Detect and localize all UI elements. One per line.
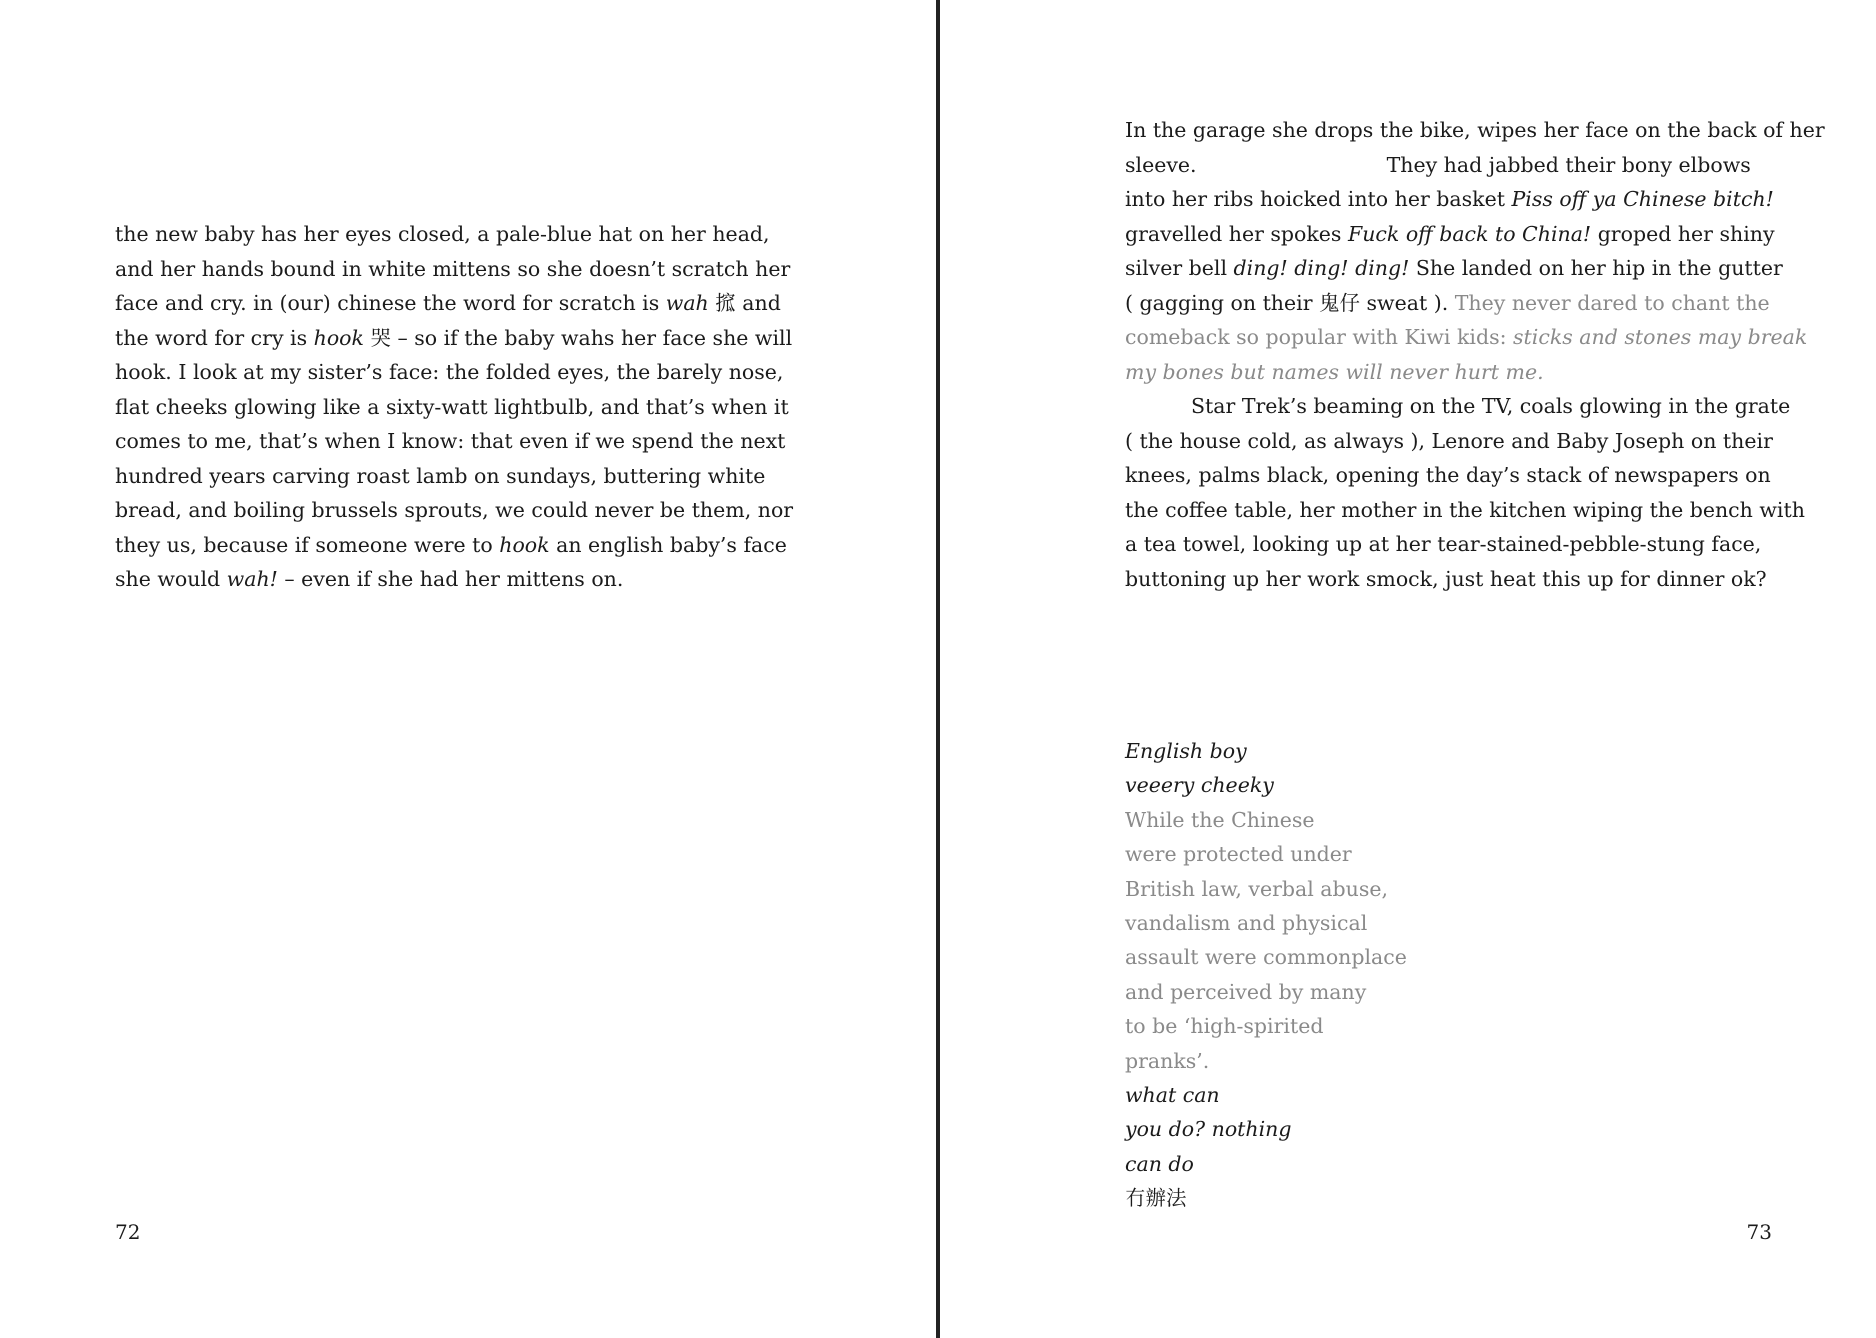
text-line: hook. I look at my sister’s face: the folded eyes, the barely nose, (115, 360, 784, 384)
left-page (0, 0, 936, 1338)
text-line: gravelled her spokes Fuck off back to China! groped her shiny (1125, 221, 1775, 246)
text-line: into her ribs hoicked into her basket Piss off ya Chinese bitch! (1125, 187, 1774, 211)
text-line: they us, because if someone were to hook an english baby’s face (115, 532, 787, 557)
text-line: bread, and boiling brussels sprouts, we could never be them, nor (115, 498, 794, 522)
left-page-text (115, 217, 794, 597)
text-line: comes to me, that’s when I know: that even if we spend the next (115, 429, 786, 453)
verse-line: vandalism and physical (1125, 911, 1368, 936)
text-line: ( gagging on their 鬼仔 sweat ). They never dared to chant the (1125, 290, 1770, 315)
text-line: hundred years carving roast lamb on sundays, buttering white (115, 463, 766, 488)
text-line: and her hands bound in white mittens so she doesn’t scratch her (115, 256, 791, 281)
text-line: In the garage she drops the bike, wipes her face on the back of her (1125, 118, 1825, 142)
verse-line: English boy (1125, 739, 1247, 763)
text-line: the coffee table, her mother in the kitchen wiping the bench with (1125, 497, 1805, 522)
verse-line: British law, verbal abuse, (1125, 876, 1389, 901)
verse-line: were protected under (1125, 842, 1352, 867)
text-line: Star Trek’s beaming on the TV, coals glowing in the grate (1191, 394, 1791, 418)
text-line: the new baby has her eyes closed, a pale-blue hat on her head, (115, 222, 770, 246)
text-line: knees, palms black, opening the day’s stack of newspapers on (1125, 463, 1771, 487)
verse-line: veeery cheeky (1125, 773, 1274, 798)
text-line: the word for cry is hook 哭 – so if the baby wahs her face she will (115, 325, 793, 350)
text-line: buttoning up her work smock, just heat this up for dinner ok? (1125, 566, 1767, 591)
verse-line: to be ‘high-spirited (1125, 1014, 1324, 1039)
text-line: face and cry. in (our) chinese the word for scratch is wah 搲 and (115, 291, 781, 315)
text-line: silver bell ding! ding! ding! She landed on her hip in the gutter (1125, 256, 1783, 280)
text-line: flat cheeks glowing like a sixty-watt lightbulb, and that’s when it (115, 394, 789, 419)
verse-line: can do 冇辦法 (1125, 1151, 1194, 1211)
text-line: she would wah! – even if she had her mittens on. (115, 567, 624, 591)
page-number-right: 73 (1746, 1220, 1772, 1244)
text-line: ( the house cold, as always ), Lenore and Baby Joseph on their (1125, 428, 1773, 453)
verse-line: While the Chinese (1125, 807, 1315, 832)
paragraph-garage (1125, 113, 1825, 389)
verse-line: assault were commonplace (1125, 945, 1407, 970)
text-line: a tea towel, looking up at her tear-stained-pebble-stung face, (1125, 532, 1762, 556)
verse-line: and perceived by many (1125, 979, 1367, 1004)
verse-block (1125, 734, 1525, 1216)
verse-line: pranks’. what can (1125, 1048, 1220, 1108)
page-number-left: 72 (115, 1220, 141, 1244)
text-line: sleeve. They had jabbed their bony elbows (1125, 152, 1751, 177)
verse-line: you do? nothing (1125, 1117, 1292, 1142)
text-line: comeback so popular with Kiwi kids: sticks and stones may break (1125, 325, 1808, 349)
right-page (940, 0, 1876, 1338)
text-line: my bones but names will never hurt me. (1125, 359, 1544, 384)
paragraph-star-trek (1125, 389, 1805, 596)
